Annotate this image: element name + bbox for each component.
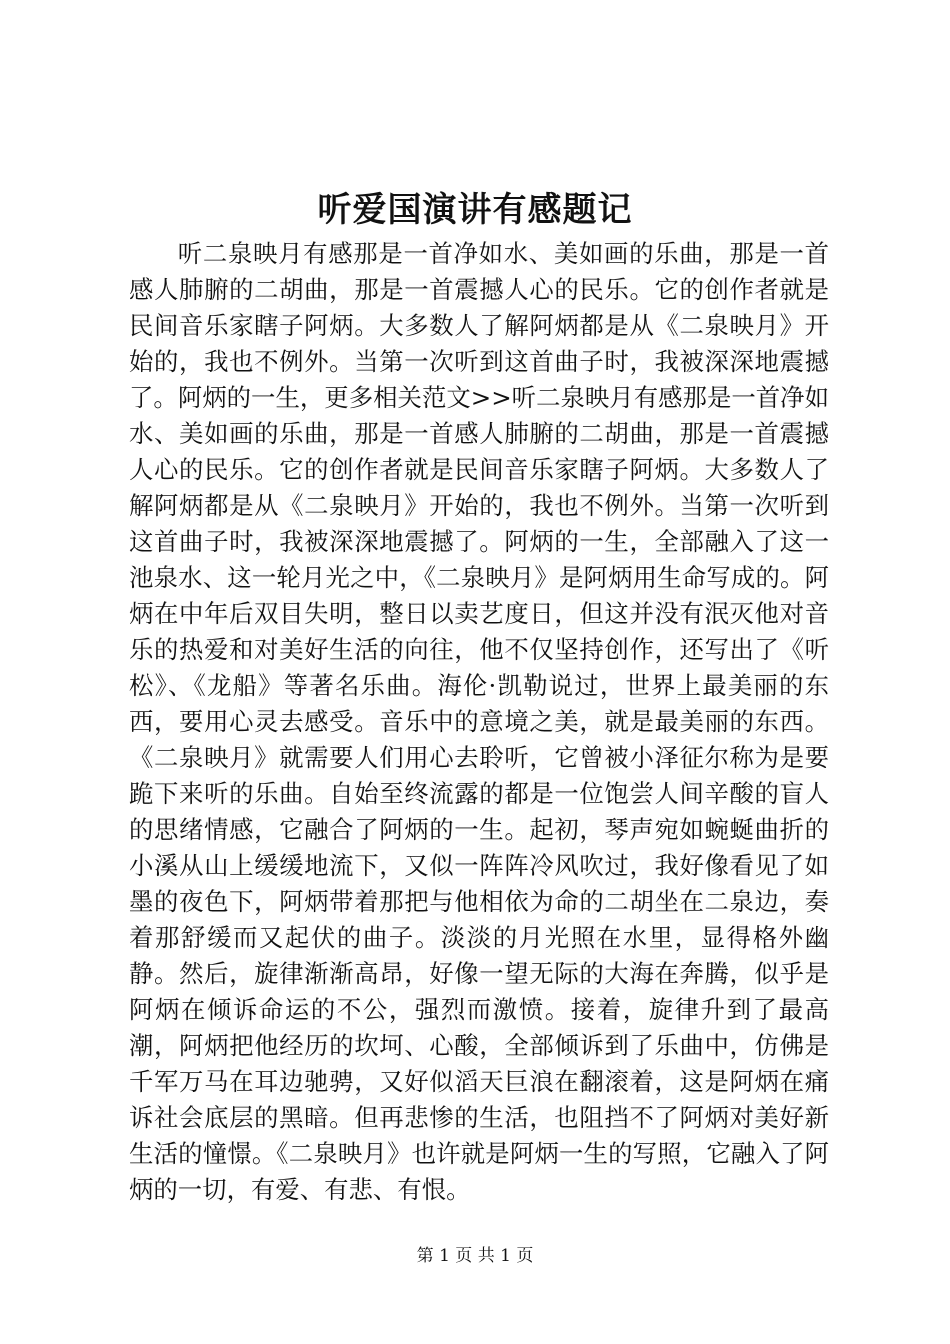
document-body-paragraph: 听二泉映月有感那是一首净如水、美如画的乐曲，那是一首感人肺腑的二胡曲，那是一首震撼人心的民乐。它的创作者就是民间音乐家瞎子阿炳。大多数人了解阿炳都是从《二泉映月》开始的，我也不例外。当第一次听到这首曲子时，我被深深地震撼了。阿炳的一生，更多相关范文>>听二泉映月有感那是一首净如水、美如画的乐曲，那是一首感人肺腑的二胡曲，那是一首震撼人心的民乐。它的创作者就是民间音乐家瞎子阿炳。大多数人了解阿炳都是从《二泉映月》开始的，我也不例外。当第一次听到这首曲子时，我被深深地震撼了。阿炳的一生，全部融入了这一池泉水、这一轮月光之中，《二泉映月》是阿炳用生命写成的。阿炳在中年后双目失明，整日以卖艺度日，但这并没有泯灭他对音乐的热爱和对美好生活的向往，他不仅坚持创作，还写出了《听松》、《龙船》等著名乐曲。海伦·凯勒说过，世界上最美丽的东西，要用心灵去感受。音乐中的意境之美，就是最美丽的东西。《二泉映月》就需要人们用心去聆听，它曾被小泽征尔称为是要跪下来听的乐曲。自始至终流露的都是一位饱尝人间辛酸的盲人的思绪情感，它融合了阿炳的一生。起初，琴声宛如蜿蜒曲折的小溪从山上缓缓地流下，又似一阵阵冷风吹过，我好像看见了如墨的夜色下，阿炳带着那把与他相依为命的二胡坐在二泉边，奏着那舒缓而又起伏的曲子。淡淡的月光照在水里，显得格外幽静。然后，旋律渐渐高昂，好像一望无际的大海在奔腾，似乎是阿炳在倾诉命运的不公，强烈而激愤。接着，旋律升到了最高潮，阿炳把他经历的坎坷、心酸，全部倾诉到了乐曲中，仿佛是千军万马在耳边驰骋，又好似滔天巨浪在翻滚着，这是阿炳在痛诉社会底层的黑暗。但再悲惨的生活，也阻挡不了阿炳对美好新生活的憧憬。《二泉映月》也许就是阿炳一生的写照，它融入了阿炳的一切，有爱、有悲、有恨。	[129, 239, 829, 1204]
page-footer-page-number: 第 1 页 共 1 页	[416, 1246, 534, 1266]
document-title: 听爱国演讲有感题记	[317, 190, 633, 230]
